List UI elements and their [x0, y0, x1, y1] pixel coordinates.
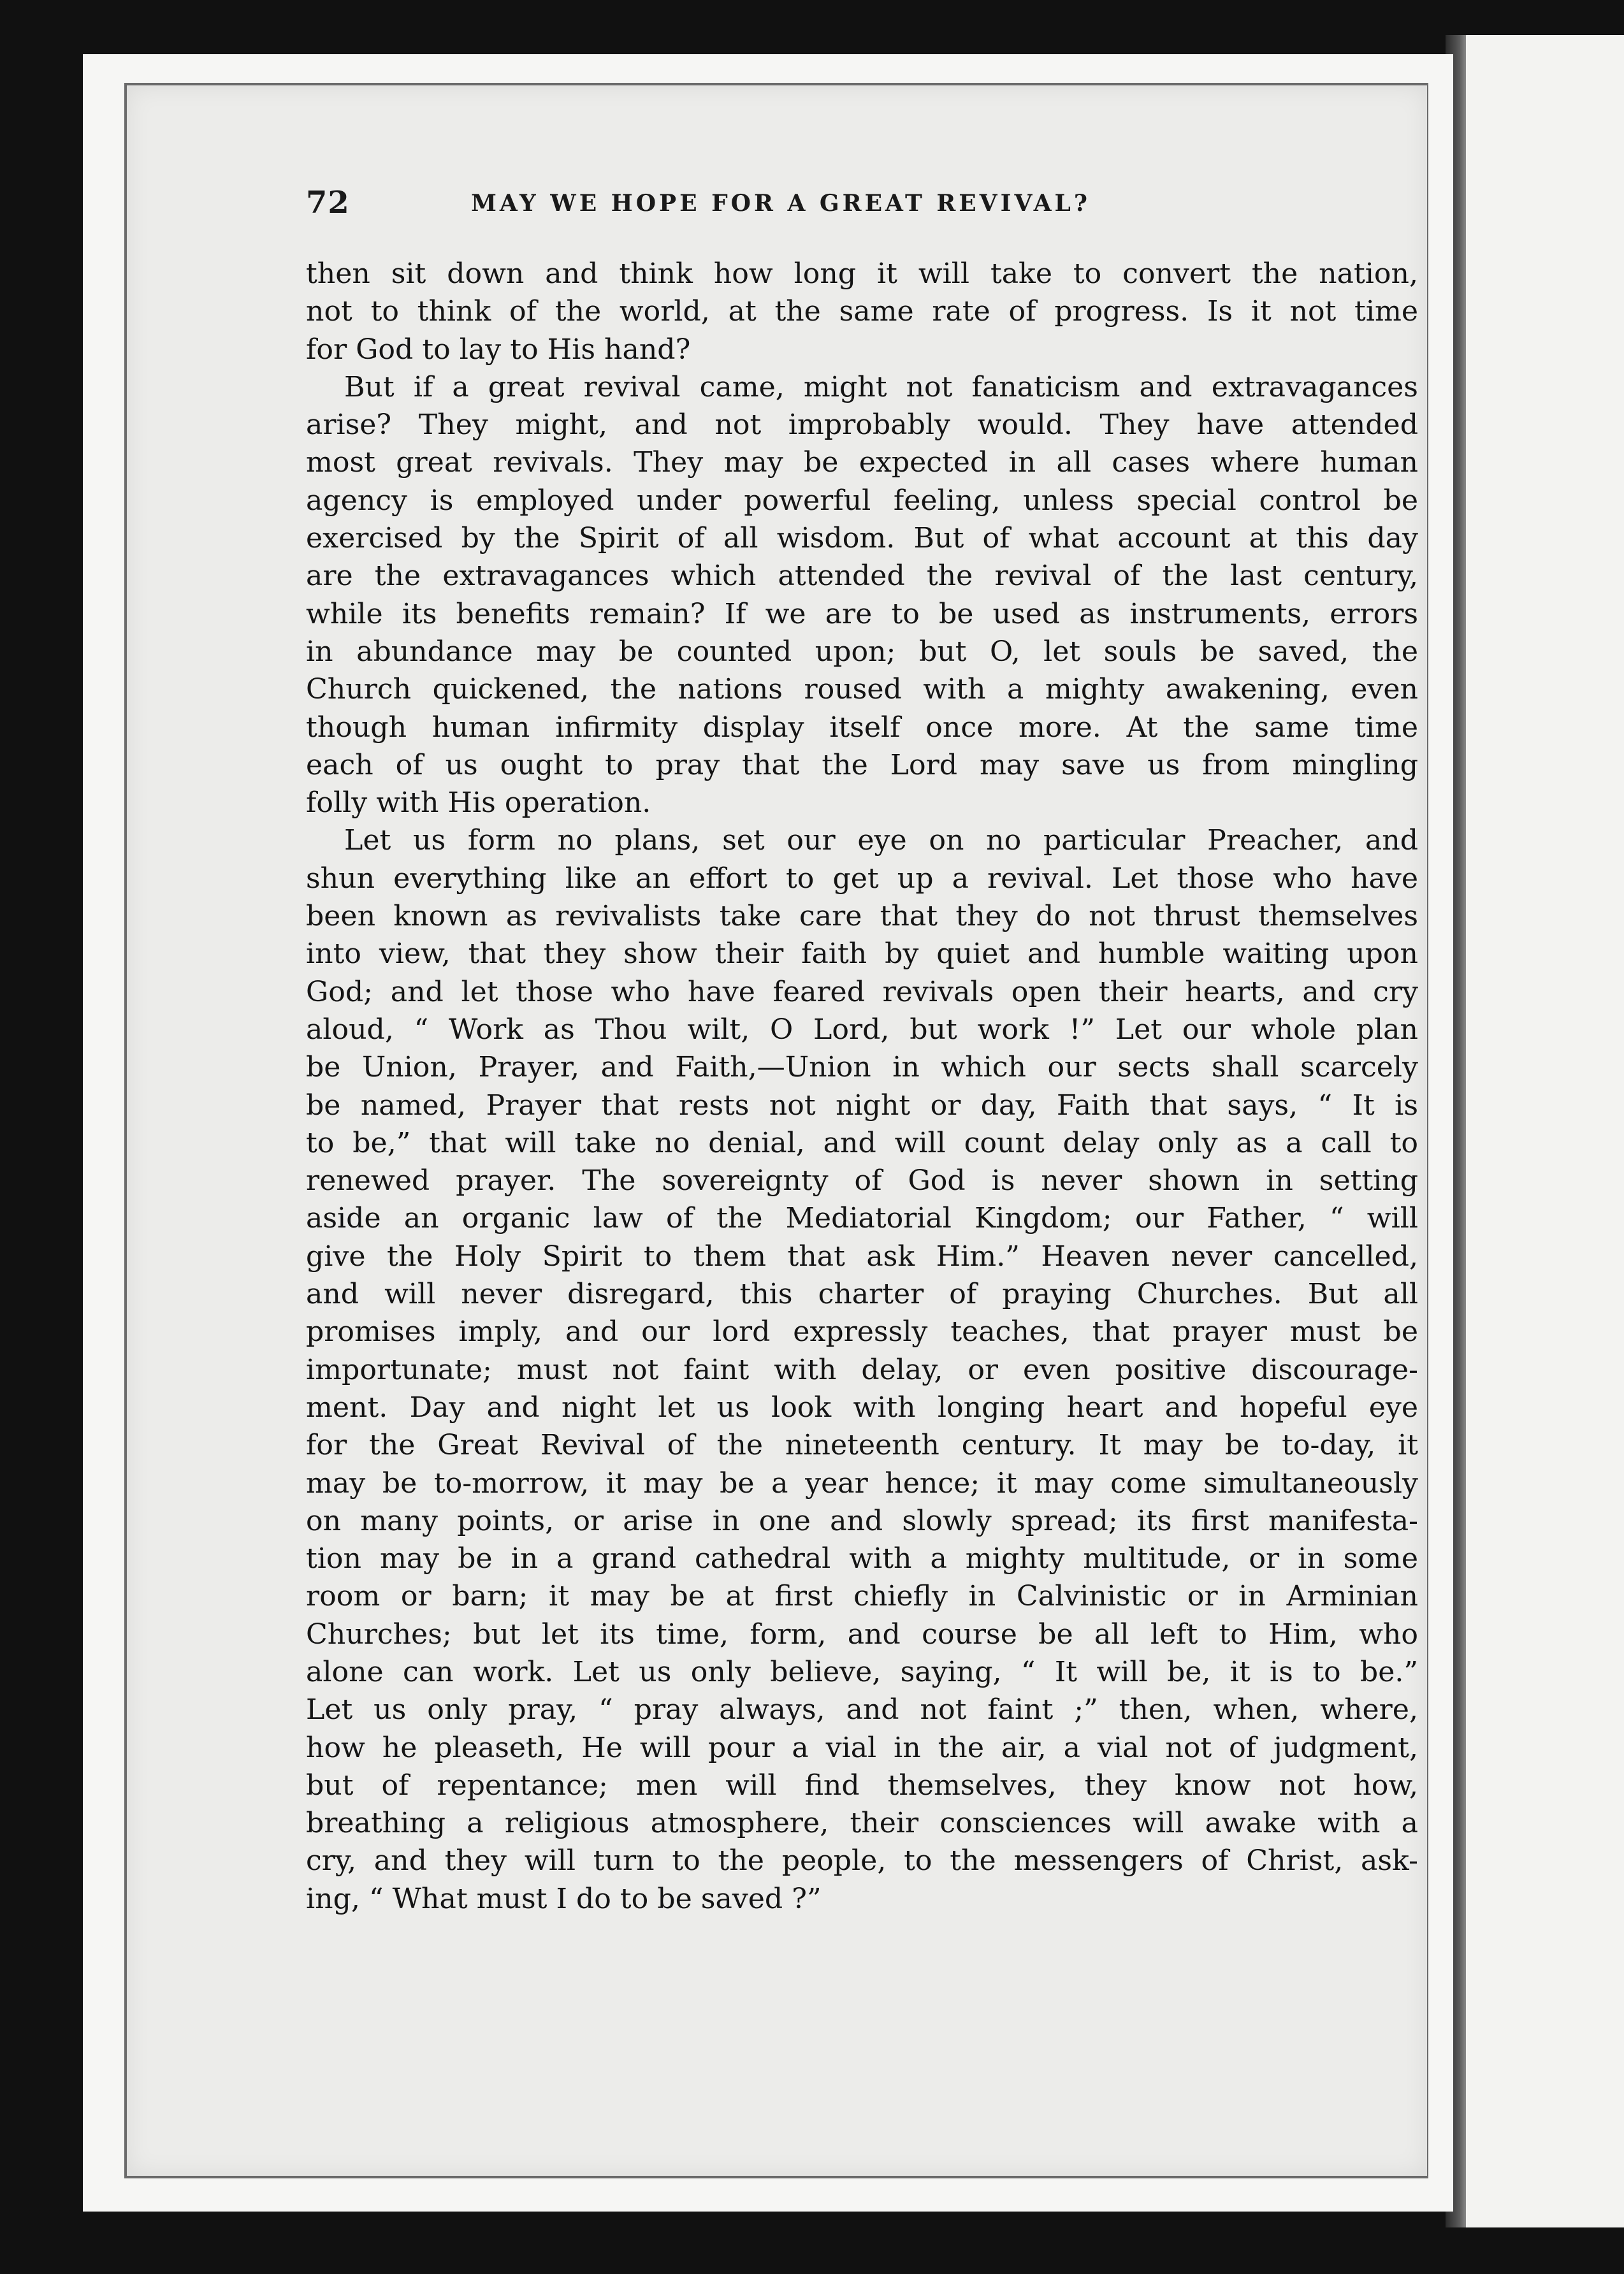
text-line: promises imply, and our lord expressly teaches, that prayer must be	[306, 1315, 1418, 1349]
text-line: Let us form no plans, set our eye on no particular Preacher, and	[344, 824, 1418, 857]
text-line: God; and let those who have feared revivals open their hearts, and cry	[306, 975, 1418, 1008]
text-line: then sit down and think how long it will take to convert the nation,	[306, 257, 1418, 290]
text-line: aside an organic law of the Mediatorial Kingdom; our Father, “ will	[306, 1202, 1418, 1235]
text-line: breathing a religious atmosphere, their consciences will awake with a	[306, 1807, 1418, 1840]
text-line: for the Great Revival of the nineteenth century. It may be to-day, it	[306, 1429, 1418, 1462]
text-line: for God to lay to His hand?	[306, 333, 691, 366]
text-line: each of us ought to pray that the Lord may save us from mingling	[306, 748, 1418, 781]
text-line: may be to-morrow, it may be a year hence; it may come simultaneously	[306, 1467, 1418, 1500]
text-line: Churches; but let its time, form, and course be all left to Him, who	[306, 1618, 1418, 1651]
text-line: are the extravagances which attended the revival of the last century,	[306, 560, 1418, 593]
text-line: been known as revivalists take care that they do not thrust themselves	[306, 900, 1418, 933]
text-line: how he pleaseth, He will pour a vial in the air, a vial not of judgment,	[306, 1731, 1418, 1764]
text-line: in abundance may be counted upon; but O, let souls be saved, the	[306, 635, 1418, 668]
text-line: importunate; must not faint with delay, or even positive discourage-	[306, 1353, 1418, 1386]
running-head: MAY WE HOPE FOR A GREAT REVIVAL?	[471, 190, 1091, 217]
text-line: not to think of the world, at the same rate of progress. Is it not time	[306, 295, 1418, 328]
text-line: Let us only pray, “ pray always, and not faint ;” then, when, where,	[306, 1693, 1418, 1727]
text-line: be Union, Prayer, and Faith,—Union in which our sects shall scarcely	[306, 1051, 1418, 1084]
text-line: though human infirmity display itself once more. At the same time	[306, 711, 1418, 744]
body-text	[306, 255, 1418, 1918]
page-header	[306, 185, 1179, 229]
text-line: ing, “ What must I do to be saved ?”	[306, 1882, 822, 1915]
text-line: aloud, “ Work as Thou wilt, O Lord, but work !” Let our whole plan	[306, 1013, 1418, 1046]
text-line: and will never disregard, this charter of praying Churches. But all	[306, 1278, 1418, 1311]
text-line: to be,” that will take no denial, and will count delay only as a call to	[306, 1126, 1418, 1159]
text-line: give the Holy Spirit to them that ask Him.” Heaven never cancelled,	[306, 1240, 1418, 1273]
text-line: Church quickened, the nations roused with a mighty awakening, even	[306, 673, 1418, 706]
text-line: into view, that they show their faith by quiet and humble waiting upon	[306, 938, 1418, 971]
text-line: agency is employed under powerful feeling, unless special control be	[306, 484, 1418, 517]
paragraph-3	[306, 822, 1418, 1918]
text-line: exercised by the Spirit of all wisdom. But of what account at this day	[306, 522, 1418, 555]
text-line: shun everything like an effort to get up a revival. Let those who have	[306, 862, 1418, 895]
text-line: but of repentance; men will find themselves, they know not how,	[306, 1769, 1418, 1802]
text-line: room or barn; it may be at first chiefly in Calvinistic or in Arminian	[306, 1580, 1418, 1613]
text-line: cry, and they will turn to the people, to the messengers of Christ, ask-	[306, 1844, 1418, 1878]
text-line: tion may be in a grand cathedral with a mighty multitude, or in some	[306, 1542, 1418, 1575]
text-line: while its benefits remain? If we are to be used as instruments, errors	[306, 597, 1418, 630]
text-line: But if a great revival came, might not fanaticism and extravagances	[344, 370, 1418, 403]
paragraph-1	[306, 255, 1418, 368]
text-line: ment. Day and night let us look with longing heart and hopeful eye	[306, 1391, 1418, 1424]
text-line: on many points, or arise in one and slowly spread; its first manifesta-	[306, 1504, 1418, 1537]
text-line: alone can work. Let us only believe, saying, “ It will be, it is to be.”	[306, 1655, 1418, 1688]
page-number: 72	[306, 185, 350, 221]
text-line: arise? They might, and not improbably would. They have attended	[306, 409, 1418, 442]
next-page-sliver	[1466, 35, 1624, 2227]
text-line: most great revivals. They may be expected in all cases where human	[306, 446, 1418, 479]
text-line: folly with His operation.	[306, 786, 651, 820]
text-line: renewed prayer. The sovereignty of God is never shown in setting	[306, 1164, 1418, 1198]
text-line: be named, Prayer that rests not night or day, Faith that says, “ It is	[306, 1089, 1418, 1122]
paragraph-2	[306, 368, 1418, 822]
